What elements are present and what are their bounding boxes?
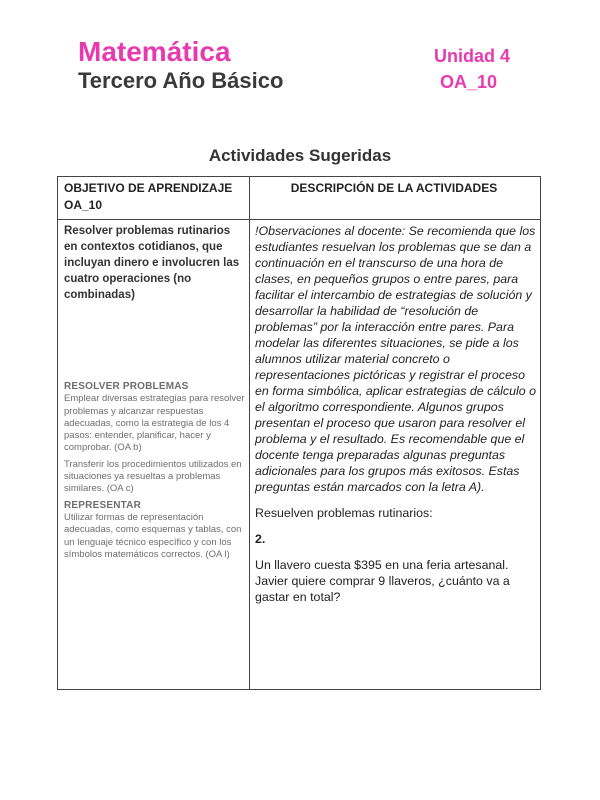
grade-title: Tercero Año Básico [78,68,284,93]
table-header-row [58,177,540,220]
skill-item: Emplear diversas estrategias para resolver problemas y alcanzar respuestas adecuadas, como la estrategia de los 4 pasos: entender, planificar, hacer y comprobar. (OA b) [64,393,245,454]
activity-description [255,223,537,605]
unit-label: Unidad 4 [434,46,511,66]
learning-objective-text: Resolver problemas rutinarios en contextos cotidianos, que incluyan dinero e involucren las cuatro operaciones (no combinadas) [64,225,240,301]
subject-title: Matemática [78,36,231,67]
column-divider [249,177,250,689]
skill-heading-representar: REPRESENTAR [64,499,142,511]
oa-code-label: OA_10 [440,72,498,92]
section-title: Actividades Sugeridas [208,146,392,165]
activities-table [57,176,541,690]
task-intro: Resuelven problemas rutinarios: [255,506,433,520]
skill-item: Utilizar formas de representación adecuadas, como esquemas y tablas, con un lenguaje técnico específico y con los símbolos matemáticos correctos. (OA l) [64,511,242,560]
problem-number: 2. [255,532,266,546]
description-column-header: DESCRIPCIÓN DE LA ACTIVIDADES [290,181,498,195]
objective-column-header: OBJETIVO DE APRENDIZAJE OA_10 [64,181,233,212]
problem-text: Un llavero cuesta $395 en una feria artesanal. Javier quiere comprar 9 llaveros, ¿cuánto va a gastar en total? [255,558,510,604]
teacher-observations: !Observaciones al docente: Se recomienda que los estudiantes resuelvan los problemas que se dan a continuación en el transcurso de una hora de clases, en pequeños grupos o entre pares, para facilitar el intercambio de estrategias de solución y desarrollar la habilidad de “resolución de problemas” por la interacción entre pares. Para modelar las diferentes situaciones, se pide a los alumnos utilizar material concreto o representaciones pictóricas y registrar el proceso en forma simbólica, aplicar estrategias de cálculo o el algoritmo correspondiente. Algunos grupos presentan el proceso que usaron para resolver el problema y el resultado. Es recomendable que el docente tenga preparadas algunas preguntas adicionales para los grupos más exitosos. Estas preguntas están marcados con la letra A). [255,224,536,494]
skill-heading-resolver: RESOLVER PROBLEMAS [64,381,189,392]
skills-block [64,381,246,565]
skill-item: Transferir los procedimientos utilizados en situaciones ya resueltas a problemas similares. (OA c) [64,458,242,495]
